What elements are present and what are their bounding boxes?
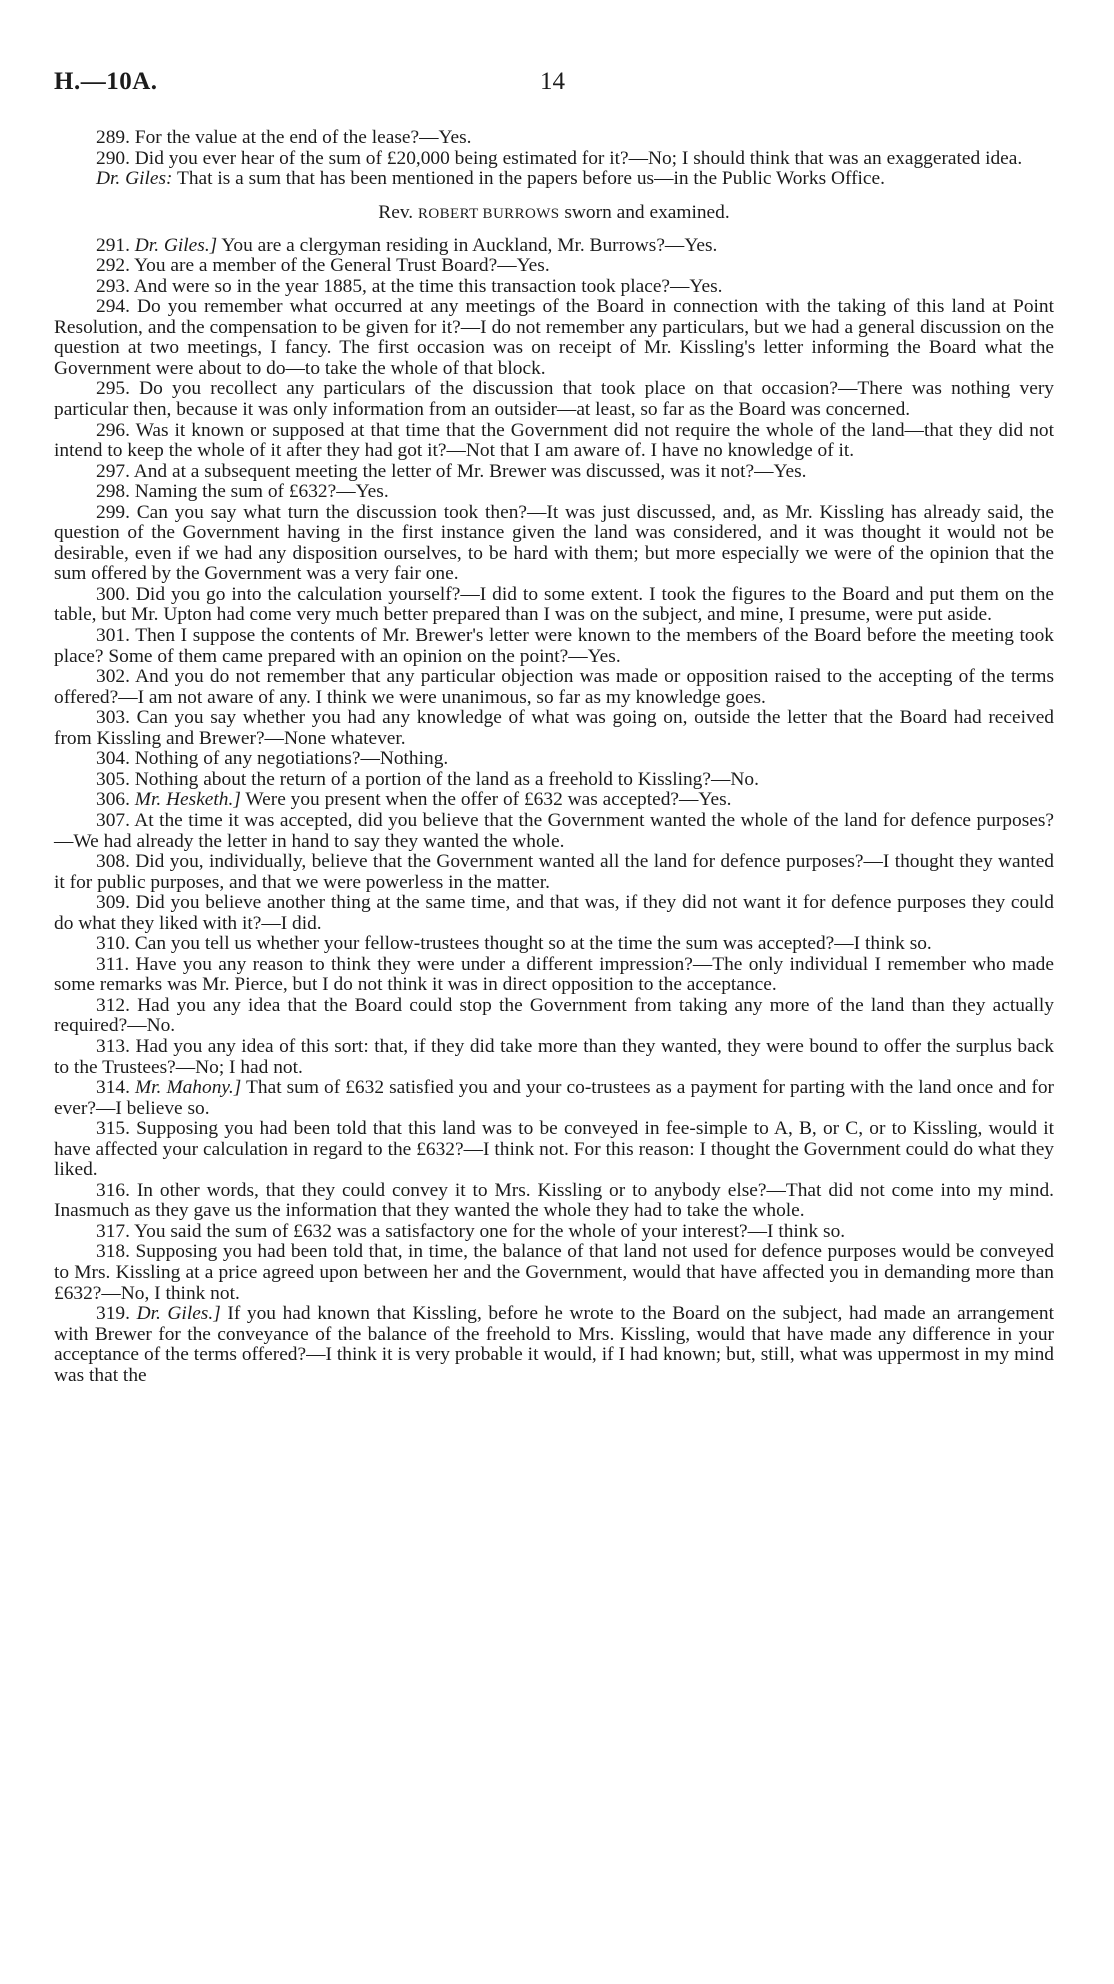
question-paragraph [54, 626, 1054, 667]
question-paragraph [54, 1242, 1054, 1304]
speaker-name: Mr. Mahony.] [135, 1077, 242, 1099]
paragraph-text: You are a member of the General Trust Board?—Yes. [134, 255, 550, 277]
question-paragraph [54, 277, 1054, 298]
question-paragraph [54, 852, 1054, 893]
question-number: 318. [96, 1241, 130, 1263]
question-paragraph [54, 955, 1054, 996]
paragraph-text: Supposing you had been told that this land was to be conveyed in fee-simple to A, B, or C, or to Kissling, would it have affected your calculation in regard to the £632?—I think not. For this reason: I thought the Government could do what they liked. [54, 1118, 1054, 1181]
question-paragraph [54, 503, 1054, 585]
paragraph-text: And were so in the year 1885, at the time this transaction took place?—Yes. [133, 275, 723, 297]
paragraph-text: Do you remember what occurred at any meetings of the Board in connection with the taking of this land at Point Resolution, and the compensation to be given for it?—I do not remember any particulars, but we had a general discussion on the question at two meetings, I fancy. The first occasion was on receipt of Mr. Kissling's letter informing the Board what the Government were about to do—to take the whole of that block. [54, 296, 1054, 379]
question-number: 306. [96, 789, 130, 811]
paragraph-text: Did you, individually, believe that the Government wanted all the land for defence purposes?—I thought they wanted it for public purposes, and that we were powerless in the matter. [54, 851, 1054, 893]
question-paragraph [54, 1037, 1054, 1078]
paragraph-text: You said the sum of £632 was a satisfactory one for the whole of your interest?—I think so. [134, 1220, 846, 1242]
paragraph-text: Do you recollect any particulars of the discussion that took place on that occasion?—There was nothing very particular then, because it was only information from an outsider—at least, so far as the Board was concerned. [54, 378, 1054, 421]
question-paragraph [54, 667, 1054, 708]
question-paragraph [54, 996, 1054, 1037]
question-paragraph [54, 1222, 1054, 1243]
question-paragraph [54, 421, 1054, 462]
paragraph-text: At the time it was accepted, did you believe that the Government wanted the whole of the land for defence purposes?—We had already the letter in hand to say they wanted the whole. [54, 809, 1054, 852]
paragraph-text: Nothing about the return of a portion of the land as a freehold to Kissling?—No. [134, 768, 759, 790]
heading-prefix: Rev. [378, 201, 414, 223]
paragraph-text: Did you ever hear of the sum of £20,000 being estimated for it?—No; I should think that was an exaggerated idea. [134, 147, 1023, 169]
question-number: 289. [96, 127, 130, 148]
question-number: 292. [96, 255, 130, 277]
paragraph-text: Have you any reason to think they were under a different impression?—The only individual I remember who made some remarks was Mr. Pierce, but I do not think it was in direct opposition to the acceptance. [54, 953, 1054, 996]
question-paragraph [54, 811, 1054, 852]
question-number: 311. [96, 953, 130, 975]
question-paragraph [54, 770, 1054, 791]
question-number: 302. [96, 666, 130, 688]
document-reference: H.—10A. [54, 68, 158, 95]
question-paragraph [54, 462, 1054, 483]
question-paragraph [54, 1304, 1054, 1386]
question-number: 312. [96, 994, 130, 1016]
question-paragraph [54, 297, 1054, 379]
witness-heading [54, 202, 1054, 225]
question-paragraph [54, 749, 1054, 770]
paragraph-text: That is a sum that has been mentioned in the papers before us—in the Public Works Office. [176, 168, 885, 190]
question-paragraph [54, 585, 1054, 626]
question-paragraph [54, 1119, 1054, 1181]
question-paragraph [54, 149, 1054, 170]
question-number: 313. [96, 1035, 130, 1057]
question-paragraph [54, 1181, 1054, 1222]
speaker-name: Dr. Giles: [96, 168, 173, 190]
paragraph-text: Did you go into the calculation yourself?—I did to some extent. I took the figures to the Board and put them on the table, but Mr. Upton had come very much better prepared than I was on the subject, and mine, I presume, were put aside. [54, 583, 1055, 626]
paragraph-text: And you do not remember that any particular objection was made or opposition raised to the accepting of the terms offered?—I am not aware of any. I think we were unanimous, so far as my knowledge goes. [54, 666, 1054, 708]
paragraph-text: Were you present when the offer of £632 was accepted?—Yes. [245, 789, 732, 811]
question-number: 314. [96, 1077, 130, 1099]
page-number: 14 [540, 68, 565, 95]
question-paragraph [54, 379, 1054, 420]
paragraphs-before-heading [54, 128, 1054, 190]
question-number: 290. [96, 147, 130, 169]
question-number: 319. [96, 1303, 130, 1325]
speaker-name: Mr. Hesketh.] [134, 789, 241, 811]
paragraph-text: Then I suppose the contents of Mr. Brewer's letter were known to the members of the Board before the meeting took place? Some of them came prepared with an opinion on the point?—Yes. [54, 625, 1054, 667]
question-paragraph [54, 169, 1054, 190]
question-number: 309. [96, 892, 130, 914]
question-number: 307. [96, 809, 130, 831]
paragraph-text: Can you tell us whether your fellow-trustees thought so at the time the sum was accepted?—I think so. [134, 933, 932, 955]
paragraph-text: Had you any idea of this sort: that, if they did take more than they wanted, they were bound to offer the surplus back to the Trustees?—No; I had not. [54, 1035, 1054, 1078]
question-number: 308. [96, 851, 130, 873]
question-number: 303. [96, 707, 130, 729]
question-paragraph [54, 1078, 1054, 1119]
question-paragraph [54, 708, 1054, 749]
question-paragraph [54, 256, 1054, 277]
question-number: 296. [96, 419, 130, 441]
paragraph-text: If you had known that Kissling, before he wrote to the Board on the subject, had made an arrangement with Brewer for the conveyance of the balance of the freehold to Mrs. Kissling, would that have made any difference in your acceptance of the terms offered?—I think it is very probable it would, if I had known; but, still, what was uppermost in my mind was that the [54, 1303, 1054, 1386]
paragraph-text: Supposing you had been told that, in time, the balance of that land not used for defence purposes would be conveyed to Mrs. Kissling at a price agreed upon between her and the Government, would that have affected you in demanding more than £632?—No, I think not. [54, 1241, 1054, 1304]
paragraph-text: Can you say whether you had any knowledge of what was going on, outside the letter that the Board had received from Kissling and Brewer?—None whatever. [54, 707, 1054, 749]
paragraph-text: For the value at the end of the lease?—Yes. [134, 127, 472, 148]
heading-suffix: sworn and examined. [564, 201, 730, 223]
question-paragraph [54, 128, 1054, 149]
question-number: 299. [96, 501, 130, 523]
question-paragraph [54, 934, 1054, 955]
question-number: 298. [96, 481, 130, 503]
paragraph-text: That sum of £632 satisfied you and your co-trustees as a payment for parting with the land once and for ever?—I believe so. [54, 1077, 1054, 1119]
speaker-name: Dr. Giles.] [136, 1303, 221, 1325]
question-paragraph [54, 893, 1054, 934]
question-number: 297. [96, 460, 130, 482]
question-number: 300. [96, 583, 130, 605]
question-number: 301. [96, 625, 130, 647]
question-number: 317. [96, 1220, 130, 1242]
question-number: 293. [96, 275, 130, 297]
paragraph-text: Can you say what turn the discussion took then?—It was just discussed, and, as Mr. Kissling has already said, the question of the Government having in the first instance given the land was considered, and it was thought it would not be desirable, even if we had any disposition ourselves, to be hard with them; but more especially we were of the opinion that the sum offered by the Government was a very fair one. [54, 501, 1054, 585]
paragraph-text: Was it known or supposed at that time that the Government did not require the whole of the land—that they did not intend to keep the whole of it after they had got it?—Not that I am aware of. I have no knowledge of it. [54, 419, 1054, 462]
question-number: 291. [96, 234, 130, 256]
paragraph-text: Did you believe another thing at the same time, and that was, if they did not want it for defence purposes they could do what they liked with it?—I did. [54, 892, 1054, 934]
paragraph-text: Nothing of any negotiations?—Nothing. [134, 748, 449, 770]
question-number: 305. [96, 768, 130, 790]
question-number: 315. [96, 1118, 130, 1140]
question-paragraph [54, 482, 1054, 503]
question-number: 294. [96, 296, 130, 318]
paragraph-text: Had you any idea that the Board could stop the Government from taking any more of the land than they actually required?—No. [54, 994, 1054, 1037]
paragraph-text: Naming the sum of £632?—Yes. [134, 481, 389, 503]
paragraph-text: In other words, that they could convey it to Mrs. Kissling or to anybody else?—That did not come into my mind. Inasmuch as they gave us the information that they wanted the whole they had to take the whole. [54, 1179, 1054, 1222]
paragraph-text: And at a subsequent meeting the letter of Mr. Brewer was discussed, was it not?—Yes. [133, 460, 807, 482]
speaker-name: Dr. Giles.] [134, 234, 218, 256]
page-header [54, 68, 1054, 102]
witness-name: ROBERT BURROWS [417, 205, 560, 222]
paragraphs-after-heading [54, 236, 1054, 1387]
question-number: 310. [96, 933, 130, 955]
page-body [54, 128, 1054, 1386]
paragraph-text: You are a clergyman residing in Auckland, Mr. Burrows?—Yes. [221, 234, 718, 256]
question-paragraph [54, 236, 1054, 257]
question-number: 304. [96, 748, 130, 770]
question-paragraph [54, 790, 1054, 811]
question-number: 316. [96, 1179, 130, 1201]
question-number: 295. [96, 378, 130, 400]
